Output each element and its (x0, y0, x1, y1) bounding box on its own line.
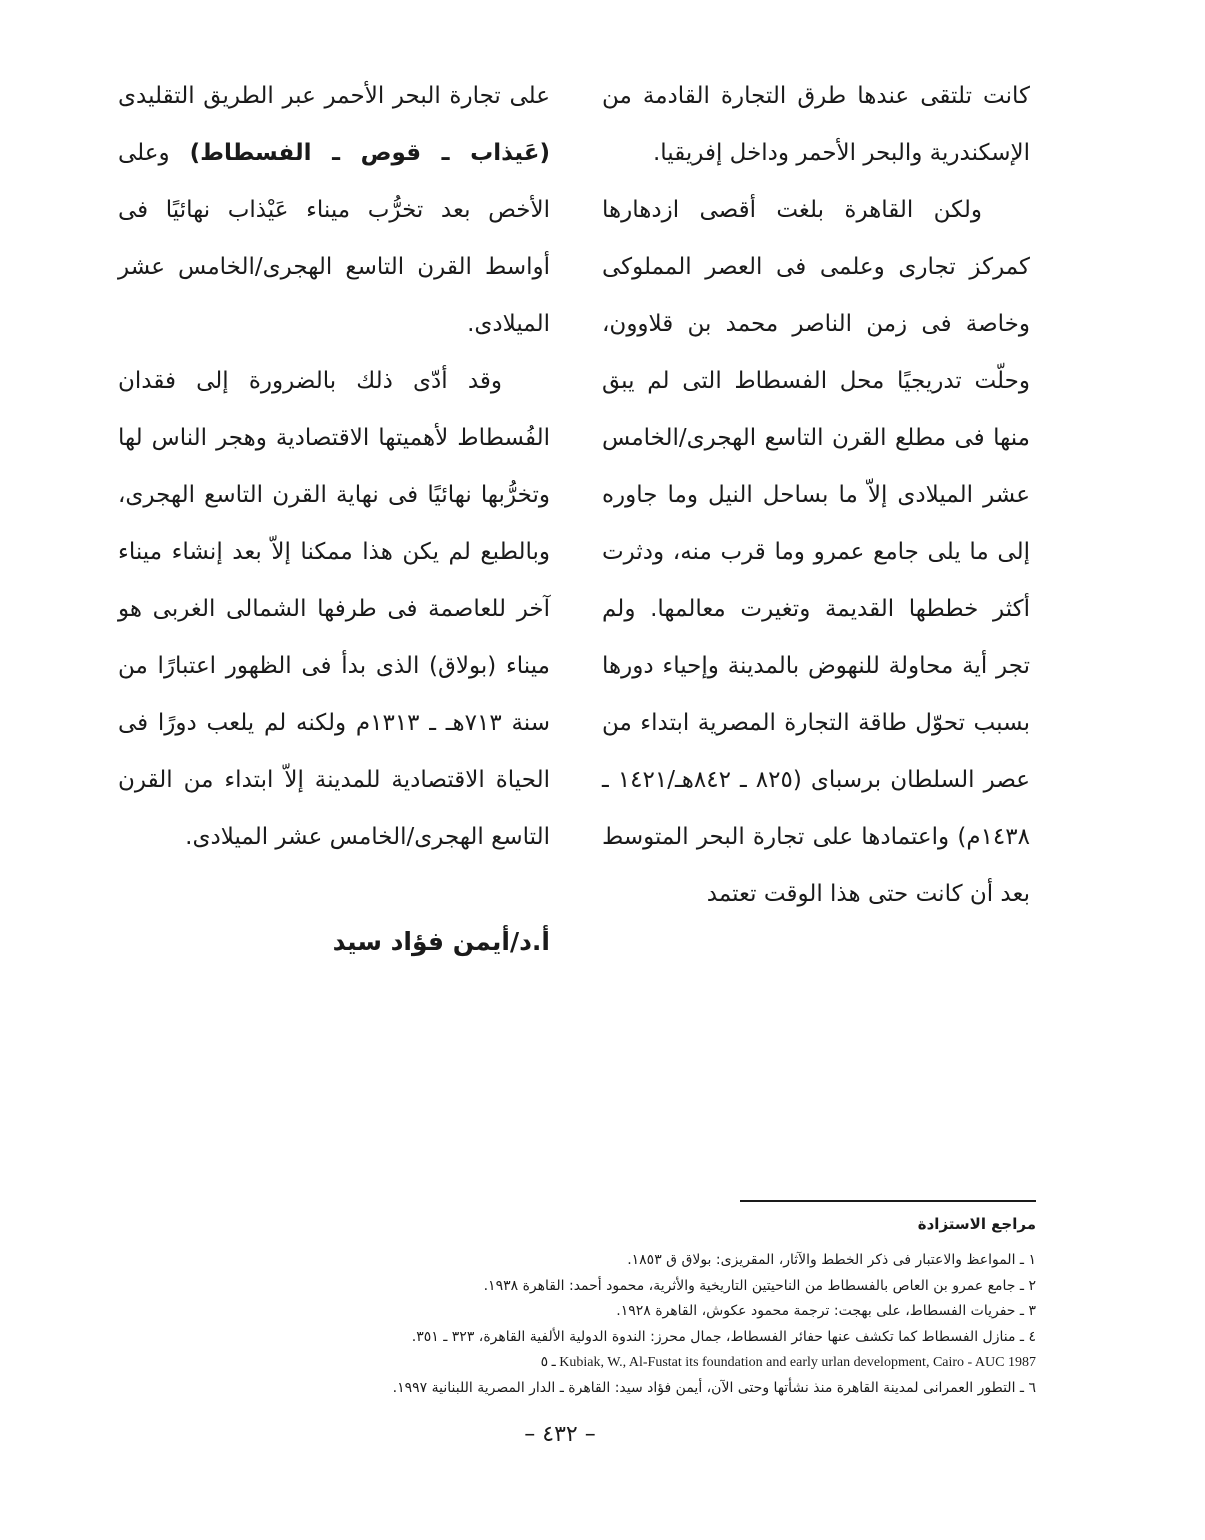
references-divider (740, 1200, 1036, 1202)
reference-item: ٣ ـ حفريات الفسطاط، على بهجت: ترجمة محمود عكوش، القاهرة ١٩٢٨. (616, 1303, 1036, 1319)
left-paragraph-1-end: وعلى الأخص بعد تخرُّب ميناء عَيْذاب نهائيًا فى أواسط القرن التاسع الهجرى/الخامس عشر الميلادى. (118, 140, 550, 337)
left-paragraph-2: وقد أدّى ذلك بالضرورة إلى فقدان الفُسطاط لأهميتها الاقتصادية وهجر الناس لها وتخرُّبها نهائيًا فى نهاية القرن التاسع الهجرى، وبالطبع لم يكن هذا ممكنا إلاّ بعد إنشاء ميناء آخر للعاصمة فى طرفها الشمالى الغربى هو ميناء (بولاق) الذى بدأ فى الظهور اعتبارًا من سنة ٧١٣هـ ـ ١٣١٣م ولكنه لم يلعب دورًا فى الحياة الاقتصادية للمدينة إلاّ ابتداء من القرن التاسع الهجرى/الخامس عشر الميلادى. (118, 368, 550, 850)
reference-item: ٢ ـ جامع عمرو بن العاص بالفسطاط من الناحيتين التاريخية والأثرية، محمود أحمد: القاهرة ١٩٣٨. (483, 1277, 1036, 1294)
left-paragraph-1-start: على تجارة البحر الأحمر عبر الطريق التقليدى (118, 83, 550, 109)
right-paragraph-2: ولكن القاهرة بلغت أقصى ازدهارها كمركز تجارى وعلمى فى العصر المملوكى وخاصة فى زمن الناصر محمد بن قلاوون، وحلّت تدريجيًا محل الفسطاط التى لم يبق منها فى مطلع القرن التاسع الهجرى/الخامس عشر الميلادى إلاّ ما بساحل النيل وما جاوره إلى ما يلى جامع عمرو وما قرب منه، ودثرت أكثر خططها القديمة وتغيرت معالمها. ولم تجر أية محاولة للنهوض بالمدينة وإحياء دورها بسبب تحوّل طاقة التجارة المصرية ابتداء من عصر السلطان برسباى (٨٢٥ ـ ٨٤٢هـ/١٤٢١ ـ ١٤٣٨م) واعتمادها على تجارة البحر المتوسط بعد أن كانت حتى هذا الوقت تعتمد (602, 197, 1030, 907)
right-text-column (602, 68, 1030, 923)
references-title: مراجع الاستزادة (917, 1215, 1036, 1233)
left-text-column (118, 68, 550, 866)
reference-item: ١ ـ المواعظ والاعتبار فى ذكر الخطط والآثار، المقريزى: بولاق ق ١٨٥٣. (627, 1252, 1036, 1268)
references-list (330, 1248, 1036, 1401)
author-signature: أ.د/أيمن فؤاد سيد (332, 927, 550, 956)
right-paragraph-1: كانت تلتقى عندها طرق التجارة القادمة من الإسكندرية والبحر الأحمر وداخل إفريقيا. (602, 83, 1030, 166)
trade-route-bold: (عَيذاب ـ قوص ـ الفسطاط) (189, 140, 551, 166)
reference-item: ٤ ـ منازل الفسطاط كما تكشف عنها حفائر الفسطاط، جمال محرز: الندوة الدولية الألفية القاهرة، ٣٢٣ ـ ٣٥١. (411, 1328, 1036, 1345)
references-section (330, 1210, 1036, 1401)
reference-item: Kubiak, W., Al-Fustat its foundation and early urlan development, Cairo - AUC 1987 ـ ٥ (540, 1355, 1036, 1370)
reference-item: ٦ ـ التطور العمرانى لمدينة القاهرة منذ نشأتها وحتى الآن، أيمن فؤاد سيد: القاهرة ـ الدار المصرية اللبنانية ١٩٩٧. (392, 1379, 1036, 1396)
left-paragraph-1 (118, 68, 550, 353)
page-number: – ٤٣٢ – (524, 1422, 596, 1447)
